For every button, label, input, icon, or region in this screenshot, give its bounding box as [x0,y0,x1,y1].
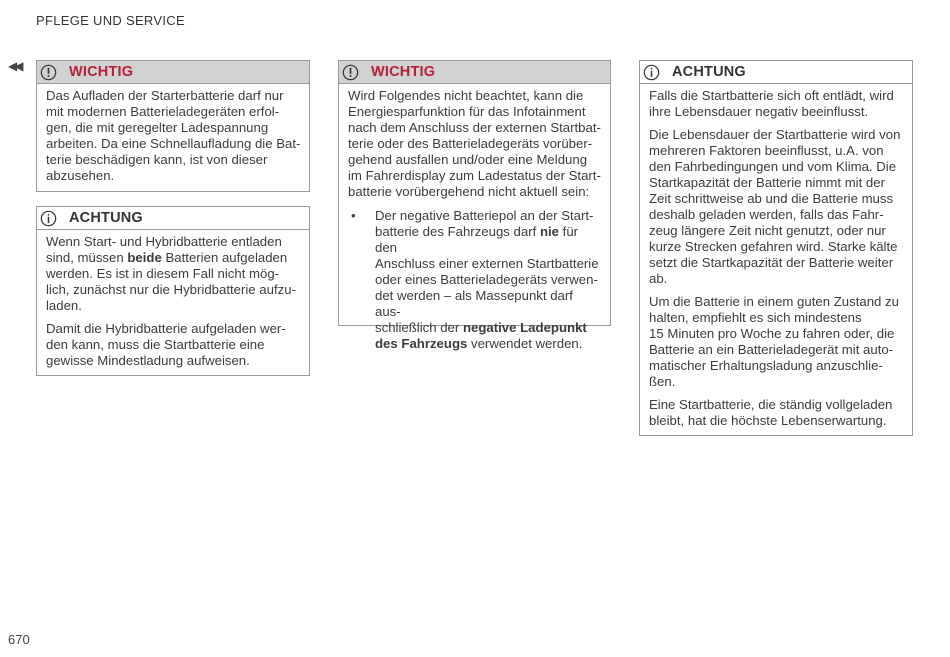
paragraph [348,88,602,200]
text-line: Die Lebensdauer der Startbatterie wird von [649,127,901,142]
text-line: gewisse Mindestladung aufweisen. [46,353,250,368]
paragraph [649,127,904,287]
text-line: batterie vorübergehend nicht aktuell sein: [348,184,590,199]
text-line: schließlich der negative Ladepunkt [375,320,587,335]
section-title: PFLEGE UND SERVICE [36,13,185,28]
info-circle-icon [40,210,57,227]
text-line: Wird Folgendes nicht beachtet, kann die [348,88,584,103]
text-line: 15 Minuten pro Woche zu fahren oder, die [649,326,895,341]
text-line: kurze Strecken gefahren wird. Starke kälte [649,239,898,254]
text-line: Anschluss einer externen Startbatterie [375,256,599,271]
paragraph [46,88,301,184]
paragraph [649,397,904,429]
text-line: Falls die Startbatterie sich oft entlädt, wird [649,88,894,103]
box-body [37,84,309,191]
bold-text: beide [127,250,162,265]
box-heading: ACHTUNG [69,210,143,226]
paragraph [649,294,904,390]
text-line: ihre Lebensdauer negativ beeinflusst. [649,104,869,119]
text-line: terie beschädigen kann, ist von dieser [46,152,268,167]
text-line: des Fahrzeugs verwendet werden. [375,336,583,351]
text-line: im Fahrerdisplay zum Ladestatus der Start- [348,168,601,183]
bold-text: negative Ladepunkt [462,320,587,335]
box-body [640,84,912,436]
text-line: Startkapazität der Batterie nimmt mit der [649,175,885,190]
paragraph [46,321,301,369]
caution-box-lifetime [639,60,913,436]
text-line: Wenn Start- und Hybridbatterie entladen [46,234,282,249]
paragraph [46,234,301,314]
text-line: Um die Batterie in einem guten Zustand zu [649,294,899,309]
text-line: gehend ausfallen und/oder eine Meldung [348,152,588,167]
text-line: Das Aufladen der Starterbatterie darf nur [46,88,284,103]
exclamation-circle-icon [40,64,57,81]
bullet-item [348,208,602,352]
text-line: ßen. [649,374,676,389]
text-line: Batterie an ein Batterieladegerät mit auto- [649,342,894,357]
box-header [37,207,309,230]
text-line: terie oder des Batterieladegeräts vorüber- [348,136,593,151]
text-line: den Fahrbedingungen und vom Klima. Die [649,159,897,174]
warning-box-ground-point [338,60,611,351]
text-line: det werden – als Massepunkt darf aus- [375,288,573,319]
box-heading: WICHTIG [371,64,436,80]
info-circle-icon [643,64,660,81]
box-heading: WICHTIG [69,64,134,80]
text-line: Energiesparfunktion für das Infotainment [348,104,586,119]
paragraph [649,88,904,120]
text-line: bleibt, hat die höchste Lebenserwartung. [649,413,887,428]
double-chevron-left-icon[interactable]: ◀◀ [8,59,21,73]
text-line: lich, zunächst nur die Hybridbatterie aufzu- [46,282,296,297]
text-line: sind, müssen beide Batterien aufgeladen [46,250,288,265]
text-line: batterie des Fahrzeugs darf nie für den [375,224,579,255]
text-line: nach dem Anschluss der externen Startbat- [348,120,601,135]
bullet-text [375,208,602,352]
text-line: werden. Es ist in diesem Fall nicht mög- [46,266,280,281]
box-heading: ACHTUNG [672,64,746,80]
text-line: zeug längere Zeit nicht genutzt, oder nur [649,223,886,238]
text-line: deshalb geladen werden, falls das Fahr- [649,207,884,222]
text-line: setzt die Startkapazität der Batterie weiter [649,255,894,270]
text-line: mehreren Faktoren beeinflusst, u.A. von [649,143,884,158]
text-line: arbeiten. Da eine Schnellaufladung die Bat- [46,136,301,151]
bold-text: nie [539,224,559,239]
text-line: den kann, muss die Startbatterie eine [46,337,265,352]
text-line: Damit die Hybridbatterie aufgeladen wer- [46,321,286,336]
caution-box-hybrid [36,206,310,376]
box-body [339,84,610,359]
text-line: oder eines Batterieladegeräts verwen- [375,272,598,287]
text-line: Eine Startbatterie, die ständig vollgeladen [649,397,893,412]
text-line: ab. [649,271,668,286]
bullet-marker: • [351,208,356,223]
box-header [37,61,309,84]
text-line: Der negative Batteriepol an der Start- [375,208,594,223]
exclamation-circle-icon [342,64,359,81]
warning-box-charging [36,60,310,192]
box-body [37,230,309,376]
text-line: abzusehen. [46,168,115,183]
text-line: matischer Erhaltungsladung anzuschlie- [649,358,883,373]
text-line: mit modernen Batterieladegeräten erfol- [46,104,280,119]
box-header [339,61,610,84]
bold-text: des Fahrzeugs [375,336,468,351]
text-line: Zeit schrittweise ab und die Batterie muss [649,191,894,206]
text-line: laden. [46,298,82,313]
box-header [640,61,912,84]
page-number: 670 [8,632,30,647]
text-line: gen, die mit geregelter Ladespannung [46,120,269,135]
text-line: halten, empfiehlt es sich mindestens [649,310,862,325]
